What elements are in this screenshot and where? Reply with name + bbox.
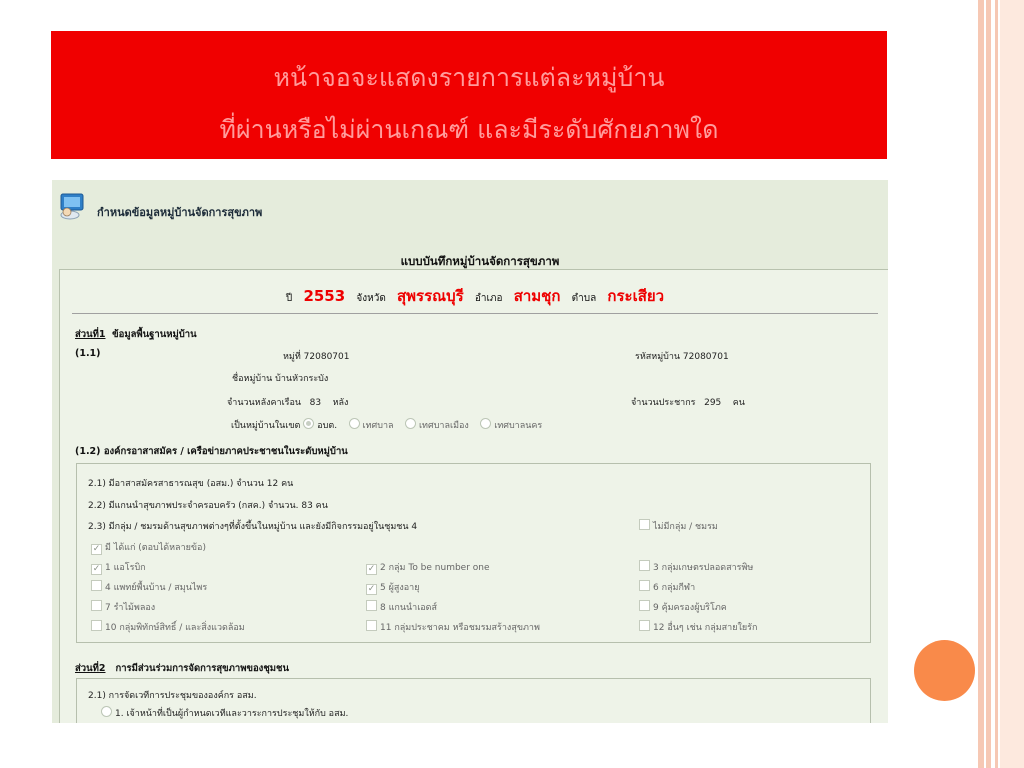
checkbox[interactable] bbox=[91, 620, 102, 631]
group-count: 2.3) มีกลุ่ม / ชมรมด้านสุขภาพต่างๆที่ตั้งขึ้นในหมู่บ้าน และยังมีกิจกรรมอยู่ในชุมชน 4 bbox=[88, 522, 418, 532]
has-group-label: มี ได้แก่ (ตอบได้หลายข้อ) bbox=[105, 543, 206, 553]
meeting-option-1[interactable] bbox=[101, 706, 348, 720]
group-option[interactable] bbox=[91, 620, 245, 634]
zone-label: เป็นหมู่บ้านในเขต bbox=[231, 421, 301, 431]
population-value: 295 bbox=[704, 398, 722, 408]
no-group-option[interactable] bbox=[639, 519, 718, 533]
form-container bbox=[59, 269, 888, 723]
banner-line-1: หน้าจอจะแสดงรายการแต่ละหมู่บ้าน bbox=[273, 63, 665, 92]
zone-option-label: เทศบาล bbox=[362, 421, 394, 431]
group-option[interactable] bbox=[639, 580, 695, 594]
section1-prefix: ส่วนที่1 bbox=[75, 329, 106, 340]
group-option[interactable] bbox=[91, 580, 207, 594]
zone-option-label: อบต. bbox=[317, 421, 338, 431]
decor-stripe bbox=[1000, 0, 1024, 768]
checkbox[interactable] bbox=[91, 600, 102, 611]
year-value: 2553 bbox=[303, 287, 346, 305]
participation-box bbox=[76, 678, 871, 723]
village-name: ชื่อหมู่บ้าน บ้านหัวกระบัง bbox=[232, 374, 329, 384]
zone-radio-municipality[interactable] bbox=[349, 418, 360, 429]
group-label: 11 กลุ่มประชาคม หรือชมรมสร้างสุขภาพ bbox=[380, 623, 540, 633]
checkbox[interactable] bbox=[639, 580, 650, 591]
section12-title: (1.2) องค์กรอาสาสมัคร / เครือข่ายภาคประชาชนในระดับหมู่บ้าน bbox=[75, 446, 348, 457]
province-value: สุพรรณบุรี bbox=[397, 287, 464, 305]
decor-stripe bbox=[995, 0, 998, 768]
zone-radio-sao[interactable] bbox=[303, 418, 314, 429]
households-row bbox=[227, 395, 348, 409]
banner-line-2: ที่ผ่านหรือไม่ผ่านเกณฑ์ และมีระดับศักยภาพใด bbox=[219, 115, 719, 144]
group-label: 12 อื่นๆ เช่น กลุ่มสายใยรัก bbox=[653, 623, 758, 633]
app-panel bbox=[52, 180, 888, 723]
checkbox[interactable] bbox=[366, 600, 377, 611]
checkbox[interactable] bbox=[639, 519, 650, 530]
section2-prefix: ส่วนที่2 bbox=[75, 663, 106, 674]
zone-row bbox=[231, 418, 542, 432]
group-label: 7 รำไม้พลอง bbox=[105, 603, 156, 613]
zone-radio-town[interactable] bbox=[405, 418, 416, 429]
checkbox[interactable]: ✓ bbox=[367, 584, 376, 594]
population-unit: คน bbox=[732, 398, 745, 408]
decor-stripe bbox=[978, 0, 984, 768]
section1-title: ข้อมูลพื้นฐานหมู่บ้าน bbox=[112, 329, 197, 340]
family-leader-count: 2.2) มีแกนนำสุขภาพประจำครอบครัว (กสค.) จำนวน. 83 คน bbox=[88, 501, 328, 511]
group-label: 10 กลุ่มพิทักษ์สิทธิ์ / และสิ่งแวดล้อม bbox=[105, 623, 245, 633]
decor-stripe bbox=[986, 0, 991, 768]
page-title: กำหนดข้อมูลหมู่บ้านจัดการสุขภาพ bbox=[97, 206, 263, 219]
section2-heading bbox=[75, 661, 289, 676]
zone-option-label: เทศบาลเมือง bbox=[418, 421, 469, 431]
meeting-radio[interactable] bbox=[101, 706, 112, 717]
organizations-box bbox=[76, 463, 871, 643]
district-value: สามชุก bbox=[513, 287, 561, 305]
year-label: ปี bbox=[285, 293, 293, 304]
households-unit: หลัง bbox=[332, 398, 349, 408]
population-row bbox=[631, 395, 745, 409]
checkbox[interactable] bbox=[639, 560, 650, 571]
volunteer-count: 2.1) มีอาสาสมัครสาธารณสุข (อสม.) จำนวน 12 คน bbox=[88, 479, 294, 489]
district-label: อำเภอ bbox=[474, 293, 503, 304]
form-title: แบบบันทึกหมู่บ้านจัดการสุขภาพ bbox=[400, 254, 560, 268]
group-label: 6 กลุ่มกีฬา bbox=[653, 583, 696, 593]
section2-title: การมีส่วนร่วมการจัดการสุขภาพของชุมชน bbox=[115, 663, 289, 674]
group-option[interactable] bbox=[639, 600, 727, 614]
decor-circle bbox=[914, 640, 975, 701]
checkbox[interactable] bbox=[366, 620, 377, 631]
checkbox[interactable] bbox=[639, 620, 650, 631]
group-option[interactable] bbox=[91, 560, 146, 575]
checkbox[interactable]: ✓ bbox=[92, 564, 101, 574]
group-label: 4 แพทย์พื้นบ้าน / สมุนไพร bbox=[105, 583, 208, 593]
group-label: 2 กลุ่ม To be number one bbox=[380, 563, 490, 573]
village-code: รหัสหมู่บ้าน 72080701 bbox=[635, 352, 729, 362]
divider bbox=[72, 313, 878, 314]
computer-user-icon bbox=[58, 192, 88, 220]
group-label: 8 แกนนำเอดส์ bbox=[380, 603, 438, 613]
group-option[interactable] bbox=[366, 600, 437, 614]
group-option[interactable] bbox=[366, 580, 419, 595]
group-label: 5 ผู้สูงอายุ bbox=[380, 583, 420, 593]
location-line bbox=[60, 284, 888, 308]
checkbox[interactable] bbox=[91, 580, 102, 591]
zone-option-label: เทศบาลนคร bbox=[494, 421, 543, 431]
meeting-option-label: 1. เจ้าหน้าที่เป็นผู้กำหนดเวทีและวาระการประชุมให้กับ อสม. bbox=[115, 709, 349, 719]
households-label: จำนวนหลังคาเรือน bbox=[227, 398, 302, 408]
group-option[interactable] bbox=[639, 620, 757, 634]
meeting-question: 2.1) การจัดเวทีการประชุมขององค์กร อสม. bbox=[88, 691, 257, 701]
slide-banner bbox=[51, 31, 887, 159]
checkbox[interactable]: ✓ bbox=[367, 564, 376, 574]
population-label: จำนวนประชากร bbox=[631, 398, 696, 408]
zone-radio-city[interactable] bbox=[480, 418, 491, 429]
group-label: 3 กลุ่มเกษตรปลอดสารพิษ bbox=[653, 563, 754, 573]
group-option[interactable] bbox=[91, 600, 155, 614]
group-option[interactable] bbox=[366, 560, 490, 575]
group-option[interactable] bbox=[639, 560, 753, 574]
has-group-option[interactable] bbox=[91, 540, 206, 555]
province-label: จังหวัด bbox=[356, 293, 386, 304]
section1-heading bbox=[75, 327, 197, 342]
households-value: 83 bbox=[309, 398, 322, 408]
group-label: 9 คุ้มครองผู้บริโภค bbox=[653, 603, 727, 613]
checkbox[interactable] bbox=[639, 600, 650, 611]
subdistrict-label: ตำบล bbox=[571, 293, 597, 304]
village-number: หมู่ที่ 72080701 bbox=[283, 352, 350, 362]
group-option[interactable] bbox=[366, 620, 540, 634]
group-label: 1 แอโรบิก bbox=[105, 563, 146, 573]
no-group-label: ไม่มีกลุ่ม / ชมรม bbox=[653, 522, 718, 532]
subdistrict-value: กระเสียว bbox=[607, 287, 665, 305]
checkbox[interactable]: ✓ bbox=[92, 544, 101, 554]
item-number: (1.1) bbox=[75, 348, 101, 359]
